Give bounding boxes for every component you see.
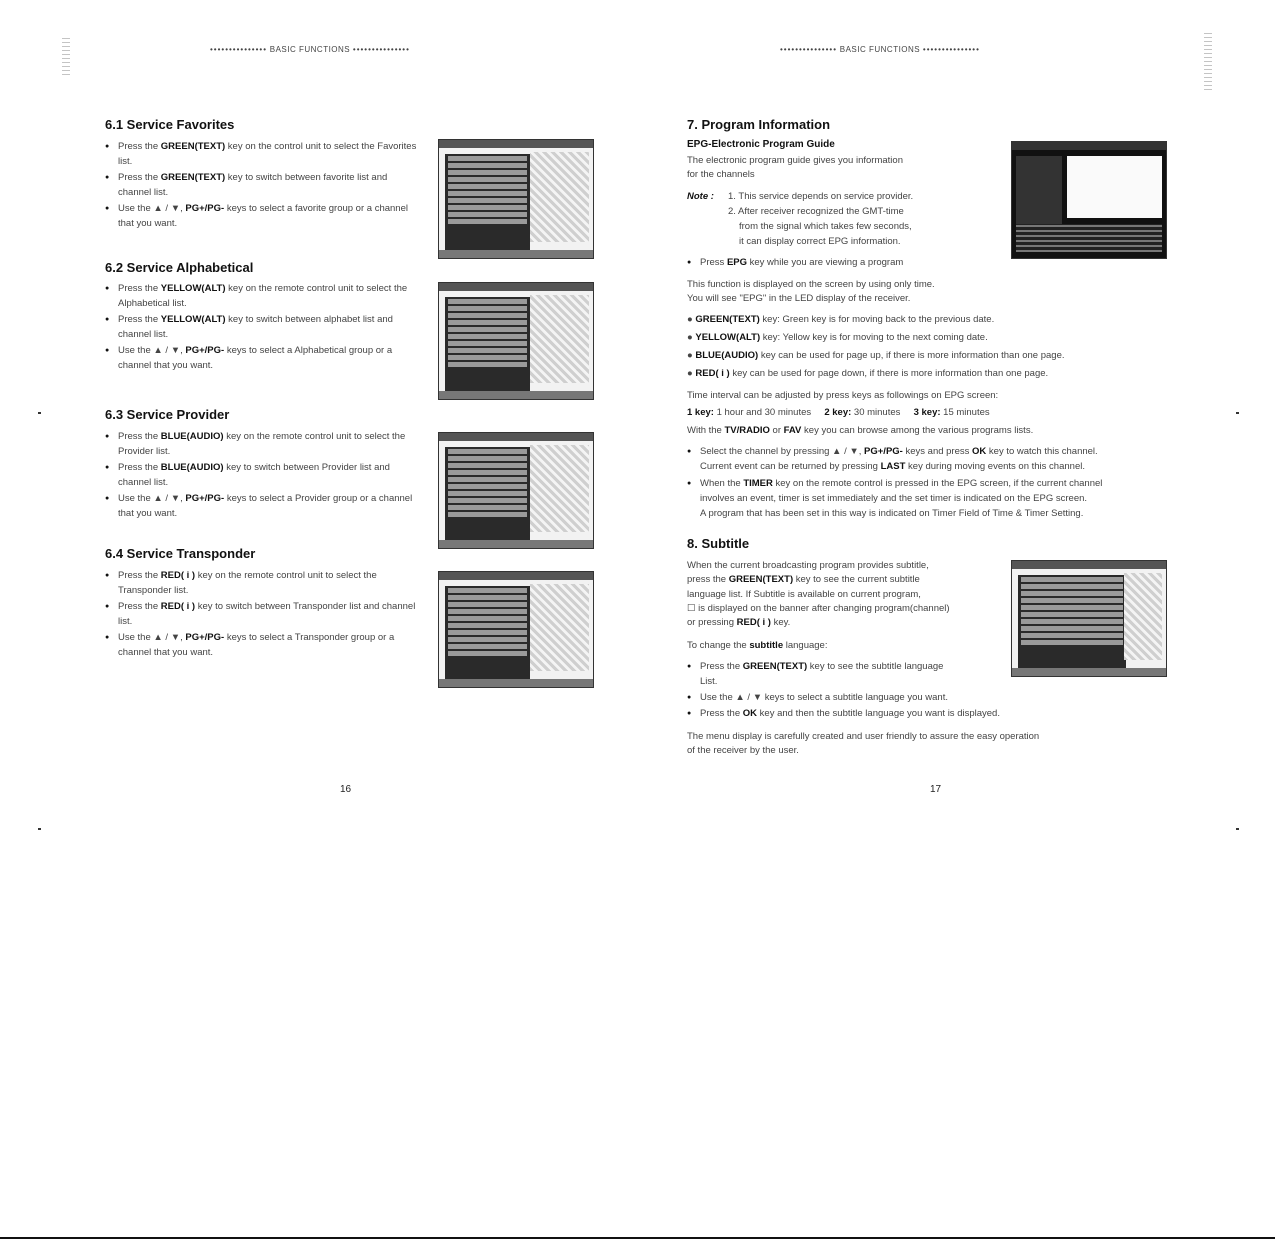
list-item: ● Press the YELLOW(ALT) key on the remote control unit to select the Alphabetical list. <box>105 281 423 311</box>
subtitle-line: When the current broadcasting program provides subtitle, <box>687 560 929 571</box>
list-item: ● Use the ▲ / ▼, PG+/PG- keys to select a Provider group or a channel that you want. <box>105 491 423 521</box>
note-line: it can display correct EPG information. <box>739 236 901 247</box>
note-label: Note : <box>687 191 714 202</box>
list-item: ● Press the BLUE(AUDIO) key to switch between Provider list and channel list. <box>105 460 423 490</box>
list-item: ● Select the channel by pressing ▲ / ▼, PG+/PG- keys and press OK key to watch this channel. Current event can be returned by pressing LAST key during moving events on this channel. <box>687 444 1207 474</box>
note-line: from the signal which takes few seconds, <box>739 221 912 232</box>
select-bullet <box>687 444 1207 475</box>
transponder-screenshot <box>438 571 594 688</box>
margin-mark <box>38 412 41 414</box>
epg-display-line: You will see "EPG" in the LED display of the receiver. <box>687 293 911 304</box>
list-item: ● Press the GREEN(TEXT) key to see the subtitle language List. <box>687 659 1187 689</box>
epg-screenshot <box>1011 141 1167 259</box>
bottom-rule <box>0 1237 1275 1239</box>
note-line: 1. This service depends on service provider. <box>728 191 914 202</box>
epg-subtitle: EPG-Electronic Program Guide <box>687 139 835 150</box>
running-head-left: ••••••••••••••• BASIC FUNCTIONS ••••••••••••••• <box>210 45 410 54</box>
section-title-program-information: 7. Program Information <box>687 117 831 132</box>
list-item: ● When the TIMER key on the remote control is pressed in the EPG screen, if the current channel involves an event, timer is set immediately and the set timer is indicated on the EPG screen. A program that has been set in this way is indicated on Timer Field of Time & Timer Setting. <box>687 476 1207 521</box>
running-head-text: BASIC FUNCTIONS <box>269 45 351 54</box>
browse-line: With the TV/RADIO or FAV key you can browse among the various programs lists. <box>687 425 1034 436</box>
section-title-favorites: 6.1 Service Favorites <box>105 117 235 132</box>
section-title-transponder: 6.4 Service Transponder <box>105 546 256 561</box>
subtitle-bullets <box>687 659 1187 722</box>
epg-display-line: This function is displayed on the screen by using only time. <box>687 279 935 290</box>
page-number-left: 16 <box>340 784 352 795</box>
bullet-list-alphabetical <box>105 281 423 374</box>
list-item: ● Press the YELLOW(ALT) key to switch between alphabet list and channel list. <box>105 312 423 342</box>
closing-line: The menu display is carefully created and user friendly to assure the easy operation <box>687 731 1040 742</box>
margin-mark <box>1236 828 1239 830</box>
press-epg-bullet <box>687 255 1167 271</box>
subtitle-line: press the GREEN(TEXT) key to see the current subtitle <box>687 574 920 585</box>
list-item: ● Use the ▲ / ▼, PG+/PG- keys to select a Alphabetical group or a channel that you want. <box>105 343 423 373</box>
list-item: ● Press the RED( i ) key to switch between Transponder list and channel list. <box>105 599 425 629</box>
bullet-list-transponder <box>105 568 425 661</box>
subtitle-line: language list. If Subtitle is available on current program, <box>687 589 921 600</box>
closing-line: of the receiver by the user. <box>687 745 799 756</box>
list-item: ● Press the GREEN(TEXT) key on the control unit to select the Favorites list. <box>105 139 423 169</box>
list-item: ● Use the ▲ / ▼ keys to select a subtitle language you want. <box>687 690 1187 705</box>
list-item: ● Press EPG key while you are viewing a program <box>687 255 1167 270</box>
list-item: ● Press the RED( i ) key on the remote control unit to select the Transponder list. <box>105 568 425 598</box>
list-item: ● Press the BLUE(AUDIO) key on the remote control unit to select the Provider list. <box>105 429 423 459</box>
page-number-right: 17 <box>930 784 942 795</box>
list-item: ● Press the OK key and then the subtitle language you want is displayed. <box>687 706 1187 721</box>
section-title-provider: 6.3 Service Provider <box>105 407 230 422</box>
right-page <box>638 0 1275 1238</box>
favorites-screenshot <box>438 139 594 259</box>
color-key-line: ● YELLOW(ALT) key: Yellow key is for moving to the next coming date. <box>687 332 988 343</box>
bullet-list-favorites <box>105 139 423 232</box>
subtitle-change-line: To change the subtitle language: <box>687 640 828 651</box>
color-key-line: ● RED( i ) key can be used for page down, if there is more information than one page. <box>687 368 1049 379</box>
section-title-alphabetical: 6.2 Service Alphabetical <box>105 260 254 275</box>
timer-bullet <box>687 476 1207 522</box>
list-item: ● Use the ▲ / ▼, PG+/PG- keys to select a favorite group or a channel that you want. <box>105 201 423 231</box>
margin-mark <box>1236 412 1239 414</box>
interval-keys: 1 key: 1 hour and 30 minutes 2 key: 30 minutes 3 key: 15 minutes <box>687 407 990 418</box>
note-line: 2. After receiver recognized the GMT-time <box>728 206 904 217</box>
provider-screenshot <box>438 432 594 549</box>
epg-intro-line: The electronic program guide gives you information <box>687 155 903 166</box>
margin-mark <box>38 828 41 830</box>
bullet-list-provider <box>105 429 423 522</box>
alphabetical-screenshot <box>438 282 594 400</box>
running-head-right: ••••••••••••••• BASIC FUNCTIONS ••••••••••••••• <box>780 45 980 54</box>
subtitle-line: or pressing RED( i ) key. <box>687 617 791 628</box>
interval-line: Time interval can be adjusted by press keys as followings on EPG screen: <box>687 390 999 401</box>
list-item: ● Use the ▲ / ▼, PG+/PG- keys to select a Transponder group or a channel that you want. <box>105 630 425 660</box>
left-page <box>0 0 637 1238</box>
running-head-text: BASIC FUNCTIONS <box>839 45 921 54</box>
epg-intro-line: for the channels <box>687 169 755 180</box>
list-item: ● Press the GREEN(TEXT) key to switch between favorite list and channel list. <box>105 170 423 200</box>
subtitle-line: ☐ is displayed on the banner after changing program(channel) <box>687 603 950 614</box>
color-key-line: ● GREEN(TEXT) key: Green key is for moving back to the previous date. <box>687 314 995 325</box>
color-key-line: ● BLUE(AUDIO) key can be used for page up, if there is more information than one page. <box>687 350 1065 361</box>
section-title-subtitle: 8. Subtitle <box>687 536 750 551</box>
scan-artifact <box>62 35 70 75</box>
scan-artifact <box>1204 30 1212 90</box>
